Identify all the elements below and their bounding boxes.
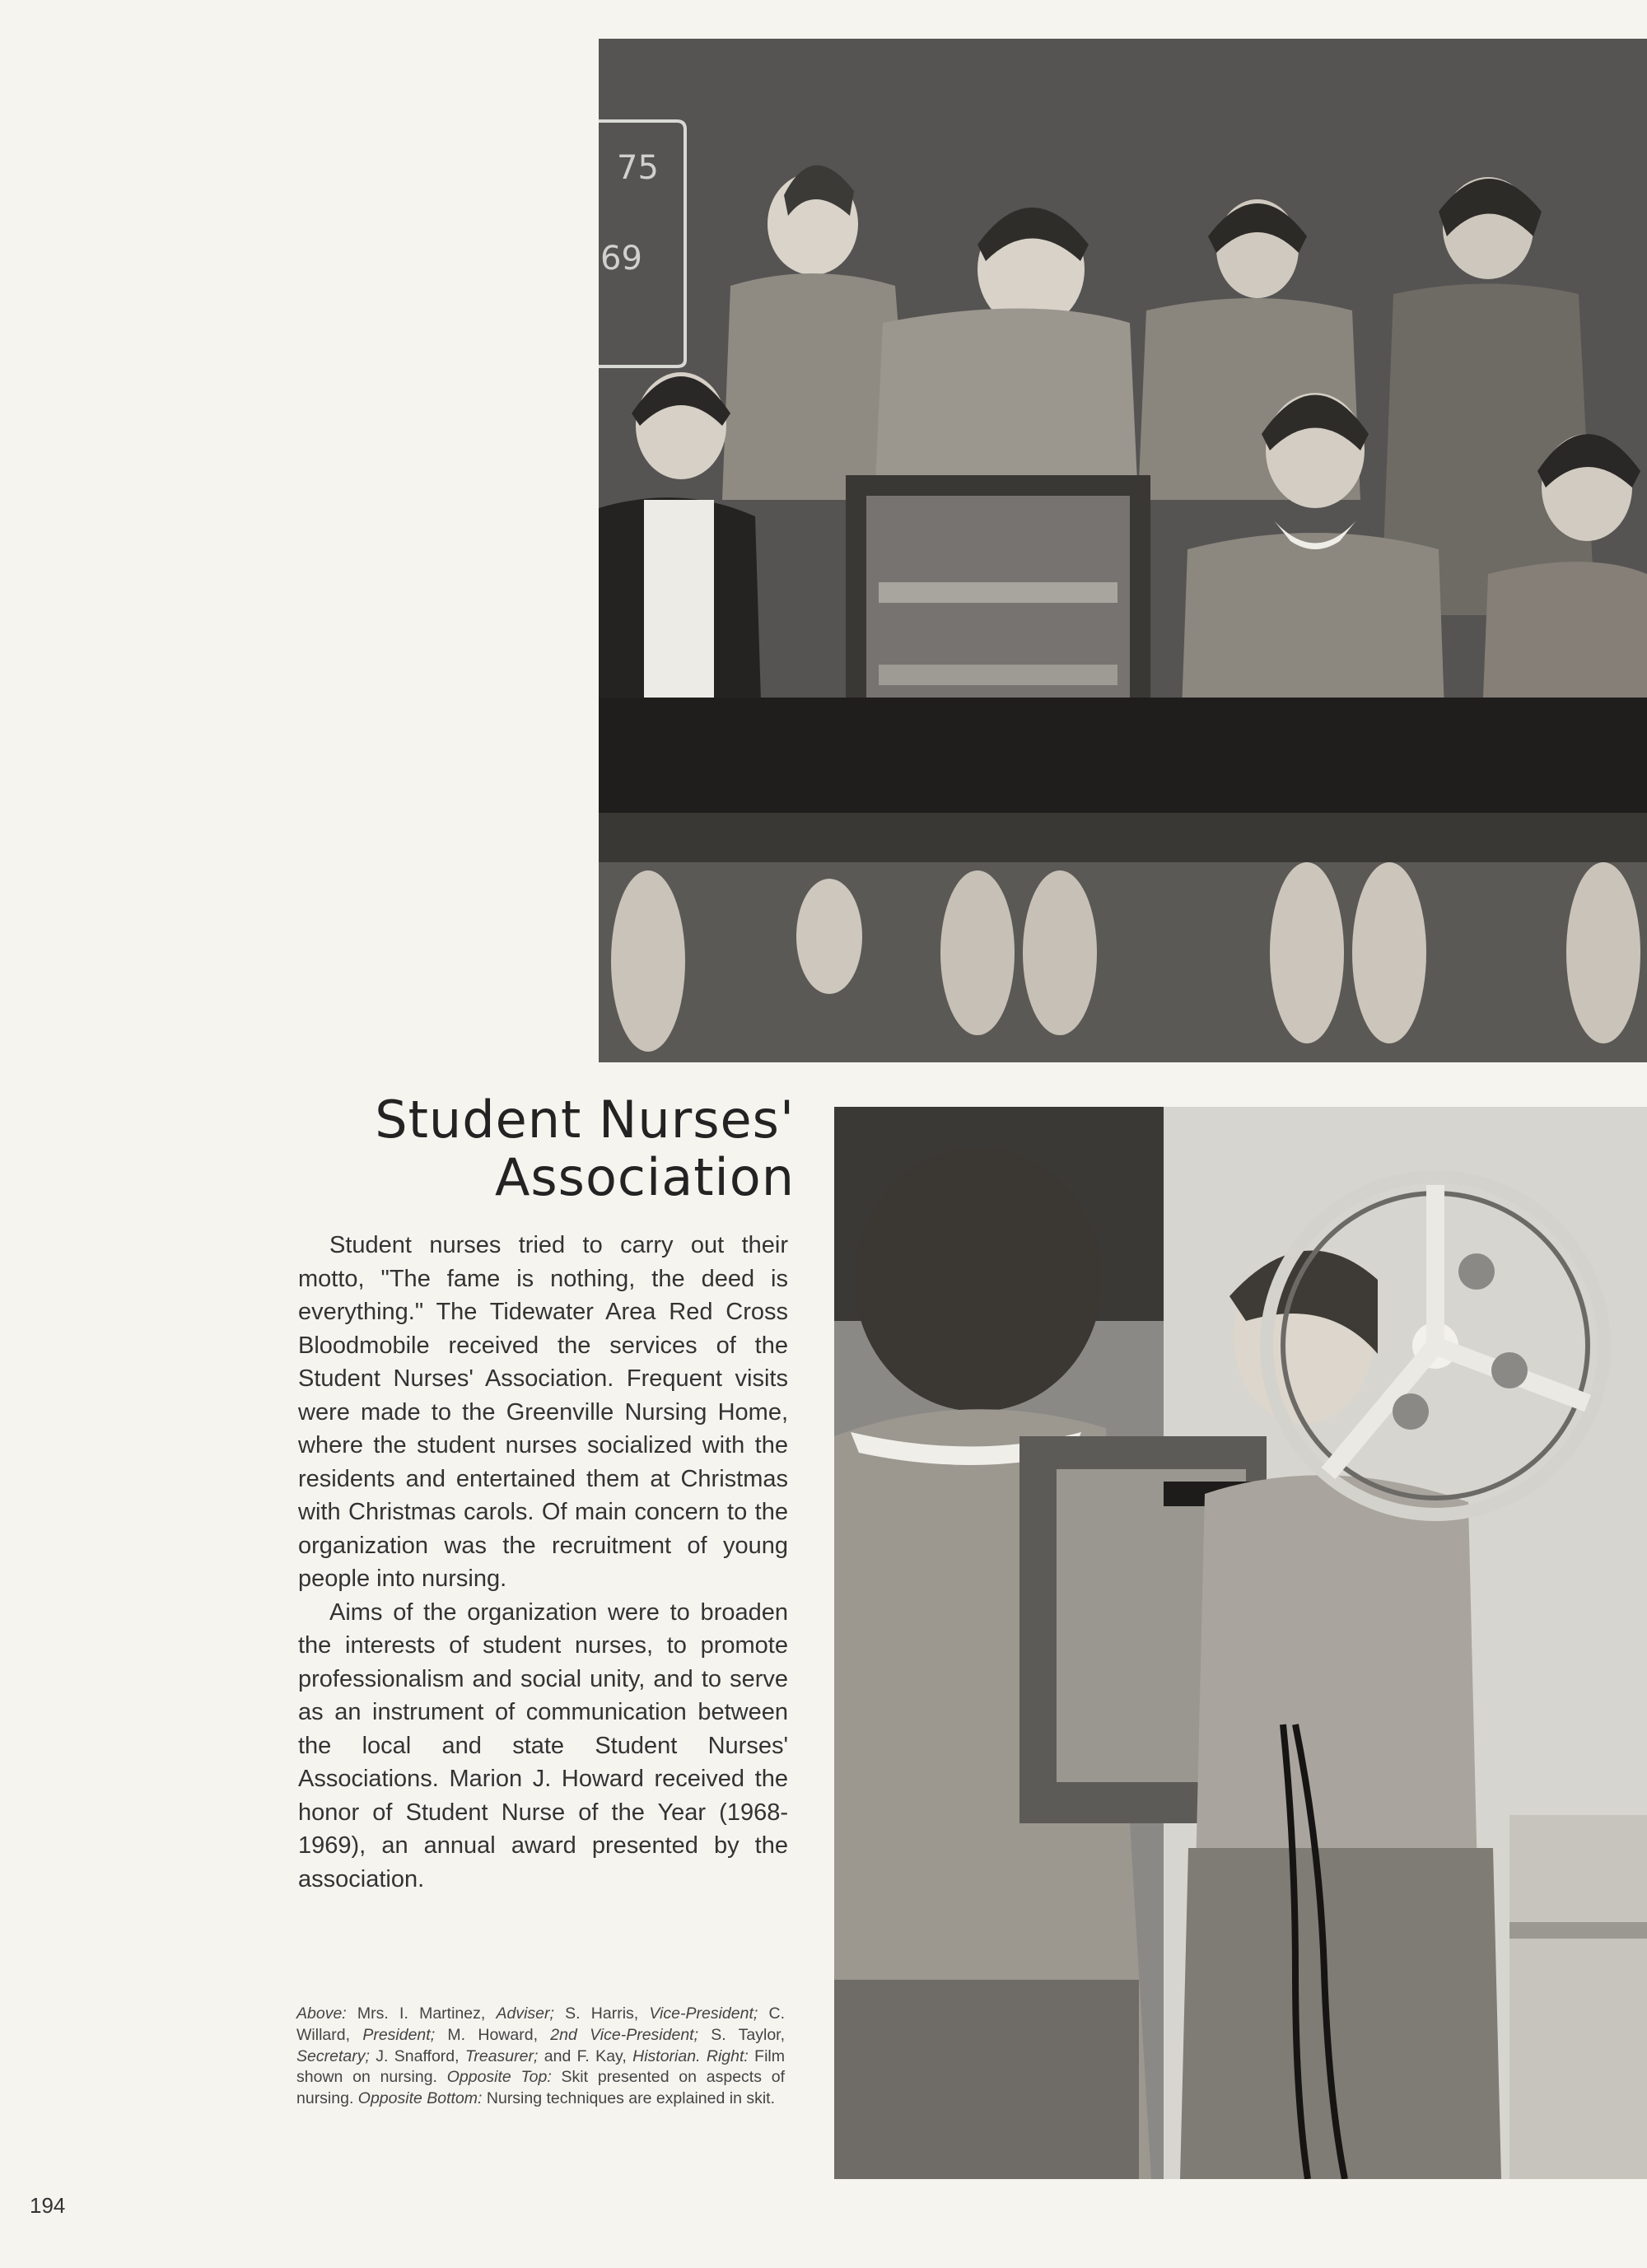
page-number: 194 xyxy=(30,2193,66,2218)
article-title xyxy=(247,1091,795,1206)
film-projector-photo xyxy=(834,1107,1647,2179)
caption-opposite-bottom-label: Opposite Bottom: xyxy=(357,2089,483,2108)
body-paragraph-1: Student nurses tried to carry out their motto, "The fame is nothing, the deed is everything." The Tidewater Area Red Cross Bloodmobile received the services of the Student Nurses' Association. Frequent visits were made to the Greenville Nursing Home, where the student nurses socialized with the residents and entertained them at Christmas with Christmas carols. Of main concern to the organization was the recruitment of young people into nursing. xyxy=(298,1232,788,1592)
title-line-1: Student Nurses' xyxy=(375,1090,795,1150)
group-photo xyxy=(599,39,1647,1062)
photo-caption: Above: Mrs. I. Martinez, Adviser; S. Harris, Vice-President; C. Willard, President; M. Howard, 2nd Vice-President; S. Taylor, Secretary; J. Snafford, Treasurer; and F. Kay, Historian. Right: Film shown on nursing. Opposite Top: Skit presented on aspects of nursing. Opposite Bottom: Nursing techniques are explained in skit. xyxy=(296,2004,786,2108)
article-body xyxy=(298,1229,788,1896)
body-paragraph-2: Aims of the organization were to broaden the interests of student nurses, to promote professionalism and social unity, and to serve as an instrument of communication between the local and state Student Nurses' Associations. Marion J. Howard received the honor of Student Nurse of the Year (1968-1969), an annual award presented by the association. xyxy=(298,1598,788,1892)
chalk-number-1: 75 xyxy=(617,149,659,187)
caption-opposite-top-label: Opposite Top: xyxy=(446,2068,552,2087)
title-line-2: Association xyxy=(494,1147,795,1207)
chalk-number-2: 69 xyxy=(600,240,642,278)
caption-above-label: Above: xyxy=(296,2004,347,2023)
caption-right-label: Right: xyxy=(706,2046,749,2065)
